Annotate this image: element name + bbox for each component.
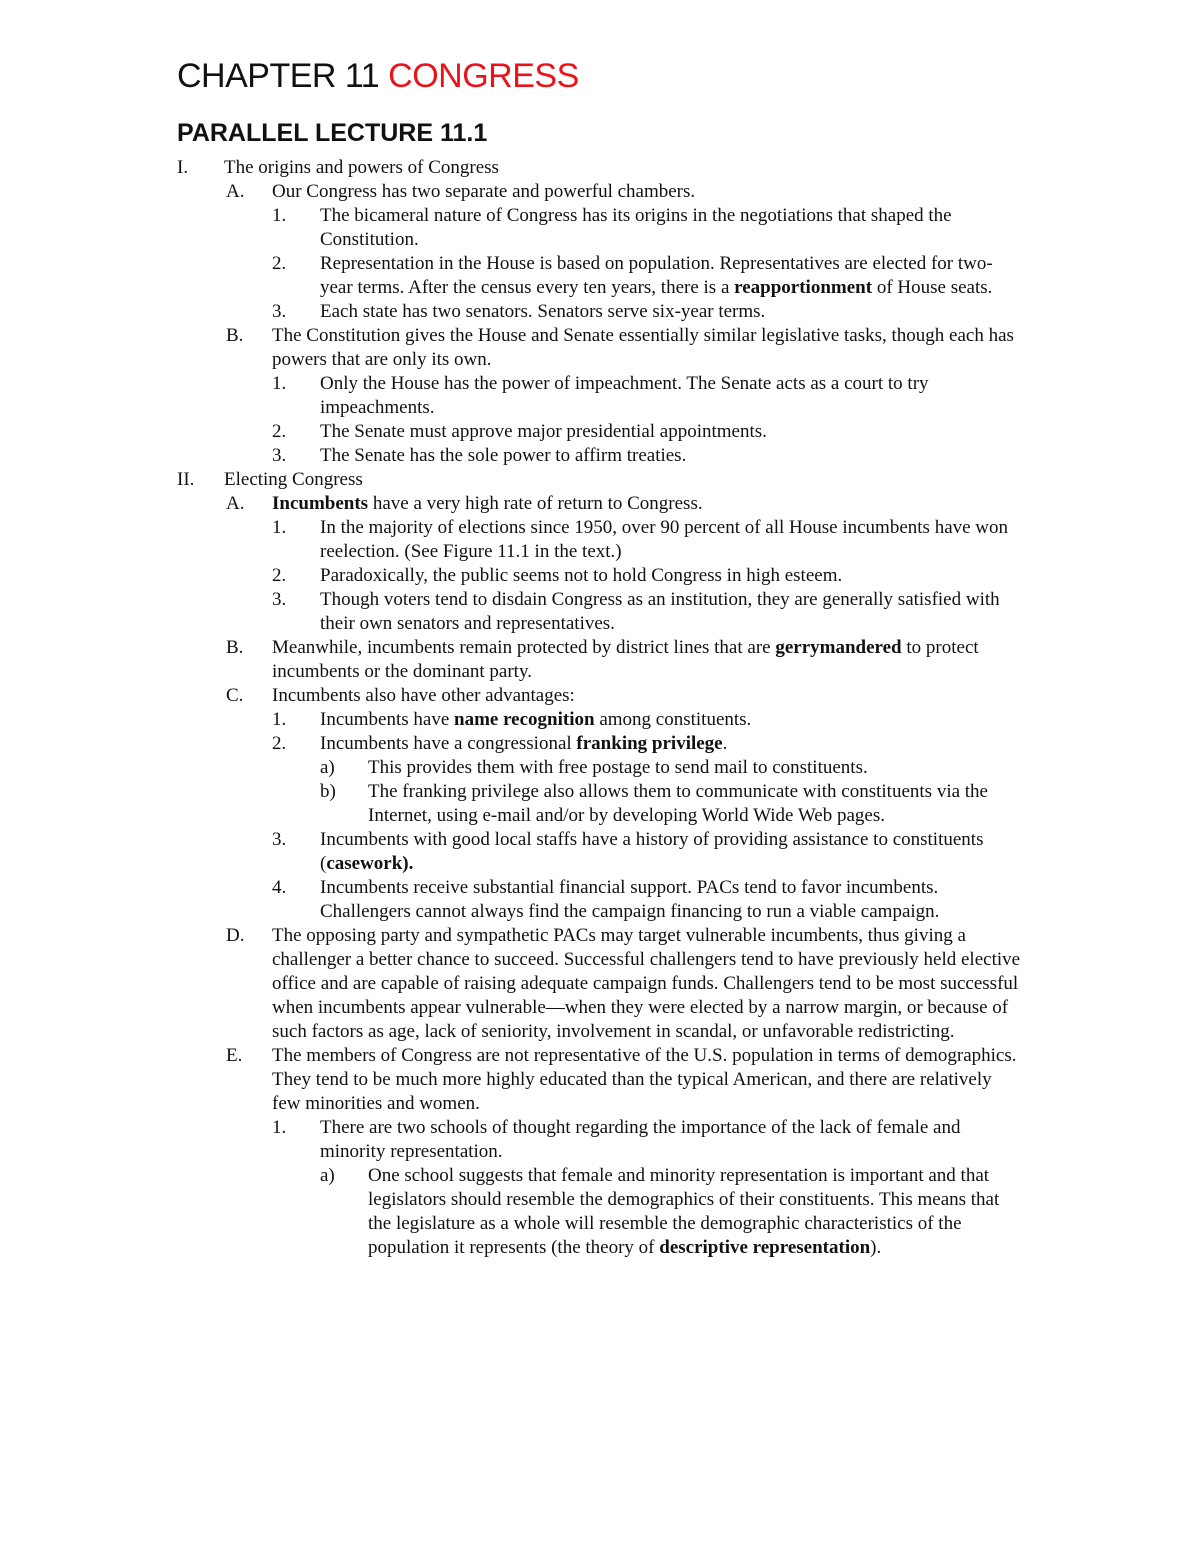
outline-item-label: B. (226, 325, 244, 346)
outline-item-label: 3. (272, 829, 287, 850)
chapter-title (177, 56, 579, 96)
text-run: Incumbents have a congressional (320, 733, 577, 754)
text-run: ). (870, 1237, 882, 1258)
bold-term: gerrymandered (775, 637, 902, 658)
outline-item-text (320, 733, 727, 754)
outline-item-label: B. (226, 637, 244, 658)
outline-item (0, 1044, 1022, 1116)
outline-item-text (320, 589, 1000, 634)
text-run: have a very high rate of return to Congress. (368, 493, 703, 514)
outline-item-label: 2. (272, 253, 287, 274)
outline-item-text (320, 565, 842, 586)
text-run: One school suggests that female and minority representation is important and that legislators should resemble the demographics of their constituents. This means that the legislature as a whole will resemble the demographic characteristics of the population it represents (the theory of (368, 1165, 1000, 1258)
outline-item-text (320, 301, 765, 322)
outline-item-text (368, 781, 988, 826)
outline-item-label: 1. (272, 517, 287, 538)
outline-item (0, 468, 1200, 492)
lecture-heading: PARALLEL LECTURE 11.1 (177, 119, 488, 147)
outline-item (0, 300, 1020, 324)
text-run: Only the House has the power of impeachment. The Senate acts as a court to try impeachments. (320, 373, 929, 418)
outline-item-label: A. (226, 493, 245, 514)
text-run: The opposing party and sympathetic PACs may target vulnerable incumbents, thus giving a challenger a better chance to succeed. Successful challengers tend to have previously held elective office and are capable of raising adequate campaign funds. Challengers tend to be most successful when incumbents appear vulnerable—when they were elected by a narrow margin, or because of such factors as age, lack of seniority, involvement in scandal, or unfavorable redistricting. (272, 925, 1021, 1042)
outline-item-text (368, 1165, 999, 1258)
text-run: Meanwhile, incumbents remain protected by district lines that are (272, 637, 776, 658)
bold-term: name recognition (454, 709, 595, 730)
text-run: . (722, 733, 728, 754)
outline-item-text (368, 757, 868, 778)
outline-item-label: 4. (272, 877, 287, 898)
outline-item-label: II. (177, 469, 195, 490)
outline-item-text (272, 181, 695, 202)
outline-item (0, 156, 1200, 180)
chapter-title-prefix: CHAPTER 11 (177, 57, 389, 95)
outline-item-label: 2. (272, 733, 287, 754)
text-run: The franking privilege also allows them to communicate with constituents via the Internet, using e-mail and/or by developing World Wide Web pages. (368, 781, 988, 826)
outline-item-label: C. (226, 685, 244, 706)
outline-item (0, 1116, 1020, 1164)
outline-item-label: 1. (272, 709, 287, 730)
bold-term: casework). (326, 853, 414, 874)
outline-item-text (272, 325, 1014, 370)
outline-item (0, 756, 1018, 780)
text-run: to protect incumbents or the dominant party. (272, 637, 979, 682)
outline-item-text (320, 829, 983, 874)
outline-item-label: 3. (272, 589, 287, 610)
outline-item-label: D. (226, 925, 245, 946)
outline-item (0, 828, 1020, 876)
text-run: The members of Congress are not representative of the U.S. population in terms of demographics. They tend to be much more highly educated than the typical American, and there are relatively few minorities and women. (272, 1045, 1017, 1114)
text-run: This provides them with free postage to send mail to constituents. (368, 757, 868, 778)
text-run: Incumbents also have other advantages: (272, 685, 575, 706)
outline-item (0, 588, 1020, 636)
bold-term: descriptive representation (659, 1237, 871, 1258)
outline-item-text (320, 205, 952, 250)
outline-item (0, 1164, 1018, 1260)
text-run: In the majority of elections since 1950, over 90 percent of all House incumbents have won reelection. (See Figure 11.1 in the text.) (320, 517, 1009, 562)
outline-item-label: E. (226, 1045, 243, 1066)
text-run: Incumbents have (320, 709, 455, 730)
outline-item-text (320, 877, 939, 922)
outline-item (0, 780, 1018, 828)
outline-item (0, 564, 1020, 588)
outline-item-label: 1. (272, 205, 287, 226)
outline-item-text (320, 373, 929, 418)
bold-term: franking privilege (576, 733, 723, 754)
text-run: The origins and powers of Congress (224, 157, 499, 178)
outline-item (0, 684, 1022, 708)
bold-term: Incumbents (272, 493, 369, 514)
outline-item-label: 1. (272, 373, 287, 394)
text-run: Our Congress has two separate and powerful chambers. (272, 181, 696, 202)
bold-term: reapportionment (734, 277, 873, 298)
text-run: Incumbents with good local staffs have a history of providing assistance to constituents ( (320, 829, 984, 874)
text-run: Representation in the House is based on population. Representatives are elected for two-year terms. After the census every ten years, there is a (320, 253, 993, 298)
outline-item-label: A. (226, 181, 245, 202)
outline-item-label: a) (320, 1165, 335, 1186)
outline-item (0, 420, 1020, 444)
outline-item (0, 372, 1020, 420)
outline-item (0, 204, 1020, 252)
outline-item-text (272, 493, 703, 514)
outline-item-label: 3. (272, 301, 287, 322)
text-run: The Senate has the sole power to affirm treaties. (320, 445, 687, 466)
text-run: Electing Congress (224, 469, 363, 490)
text-run: Paradoxically, the public seems not to hold Congress in high esteem. (320, 565, 843, 586)
lecture-outline (0, 156, 1200, 1260)
outline-item-text (320, 517, 1008, 562)
outline-item-text (272, 1045, 1017, 1114)
outline-item (0, 708, 1020, 732)
outline-item-text (272, 637, 979, 682)
outline-item-label: 1. (272, 1117, 287, 1138)
outline-item-text (320, 421, 767, 442)
outline-item-label: a) (320, 757, 335, 778)
text-run: Each state has two senators. Senators serve six-year terms. (320, 301, 766, 322)
outline-item-text (272, 685, 575, 706)
outline-item-text (320, 445, 686, 466)
text-run: The Constitution gives the House and Senate essentially similar legislative tasks, though each has powers that are only its own. (272, 325, 1014, 370)
chapter-title-accent: CONGRESS (388, 57, 579, 95)
outline-item-label: I. (177, 157, 189, 178)
text-run: The bicameral nature of Congress has its origins in the negotiations that shaped the Constitution. (320, 205, 952, 250)
outline-item (0, 876, 1020, 924)
outline-item (0, 924, 1022, 1044)
text-run: There are two schools of thought regarding the importance of the lack of female and minority representation. (320, 1117, 961, 1162)
outline-item-text (272, 925, 1020, 1042)
outline-item-label: b) (320, 781, 336, 802)
outline-item (0, 252, 1020, 300)
text-run: among constituents. (594, 709, 752, 730)
outline-item (0, 444, 1020, 468)
outline-item (0, 516, 1020, 564)
text-run: Though voters tend to disdain Congress as an institution, they are generally satisfied with their own senators and representatives. (320, 589, 1000, 634)
outline-item (0, 324, 1022, 372)
outline-item-text (320, 709, 751, 730)
outline-item (0, 732, 1020, 756)
text-run: of House seats. (872, 277, 993, 298)
text-run: The Senate must approve major presidential appointments. (320, 421, 767, 442)
outline-item-label: 2. (272, 565, 287, 586)
text-run: Incumbents receive substantial financial support. PACs tend to favor incumbents. Challengers cannot always find the campaign financing to run a viable campaign. (320, 877, 940, 922)
outline-item-text (320, 1117, 960, 1162)
outline-item (0, 636, 1022, 684)
outline-item (0, 180, 1022, 204)
outline-item-label: 3. (272, 445, 287, 466)
outline-item-label: 2. (272, 421, 287, 442)
outline-item-text (224, 157, 499, 178)
outline-item-text (320, 253, 993, 298)
outline-item-text (224, 469, 363, 490)
outline-item (0, 492, 1022, 516)
